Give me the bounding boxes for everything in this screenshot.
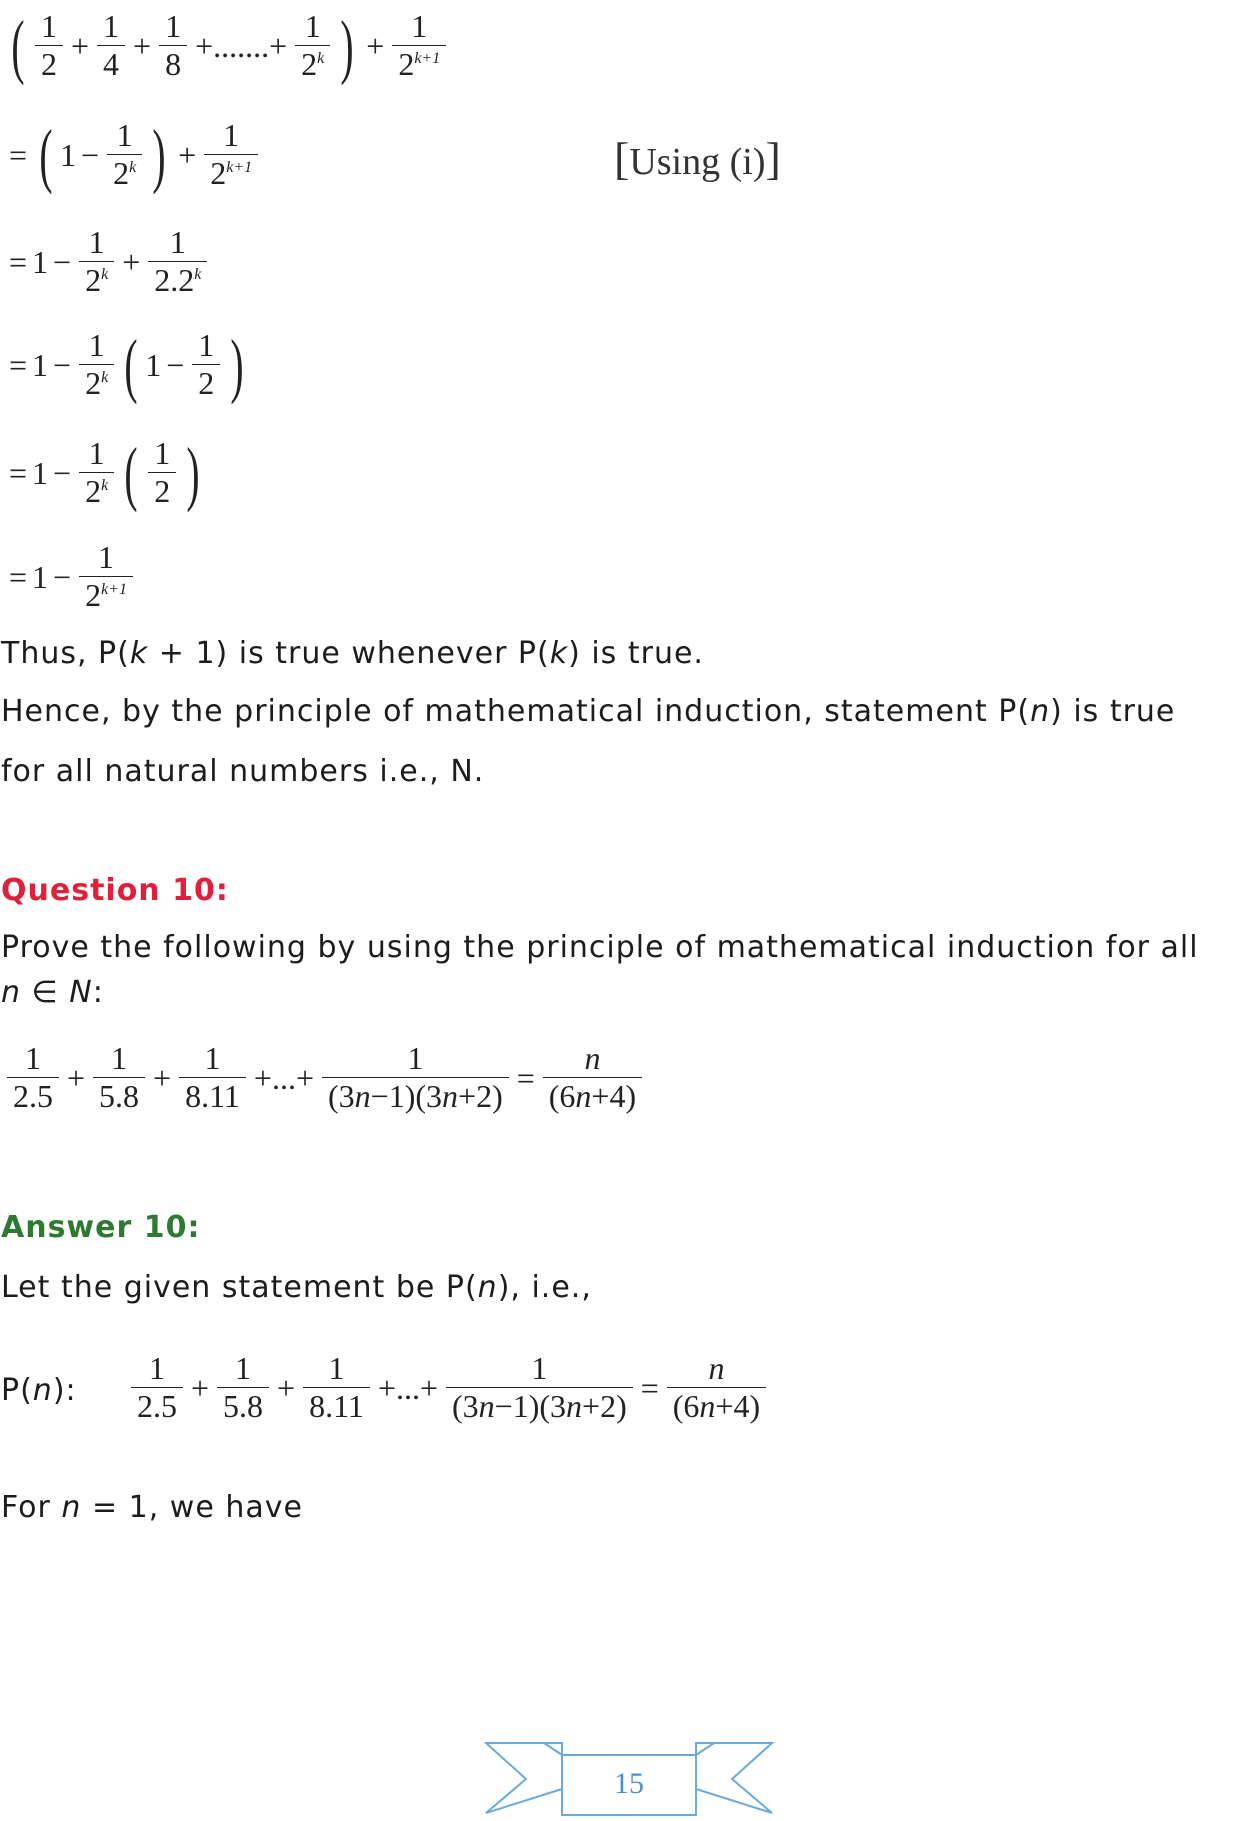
math-line-sum: ( $\frac{1}{2}$ + $\frac{1}{4}$ + $\frac{1}{8}$ +.......+ $\frac{1}{2^k}$ ) + $\frac{1}{2^{k+1}}$: [4, 0, 449, 92]
question-heading: Question 10:: [1, 873, 229, 908]
answer-line-last: For n = 1, we have: [1, 1490, 303, 1525]
conclusion-line-1: Thus, P(k + 1) is true whenever P(k) is true.: [1, 636, 704, 671]
ellipsis: +.......+: [195, 27, 288, 64]
math-line-using-i: = ( 1 − $\frac{1}{2^k}$ ) + $\frac{1}{2^{k+1}}$: [4, 110, 261, 200]
math-line-expand: = 1 − $\frac{1}{2^k}$ + $\frac{1}{2.2^k}$: [4, 218, 210, 306]
page-number-badge: [484, 1735, 774, 1817]
page-number: 15: [614, 1767, 644, 1800]
math-line-result: = 1 − $\frac{1}{2^{k+1}}$: [4, 532, 136, 622]
math-line-factor: = 1 − $\frac{1}{2^k}$ ( 1 − $\frac{1}{2}$ ): [9, 324, 244, 405]
question-text-line-2: n ∈ N:: [1, 975, 104, 1010]
statement-label: P(n):: [1, 1373, 77, 1408]
conclusion-line-2: Hence, by the principle of mathematical induction, statement P(n) is true: [1, 694, 1176, 729]
conclusion-line-3: for all natural numbers i.e., N.: [1, 754, 485, 789]
answer-formula: $\frac{1}{2.5}$ + $\frac{1}{5.8}$ + $\frac{1}{8.11}$ +...+ $\frac{1}{(3n-1)(3n+2)}$ = $\frac{n}{(6n+4)}$: [128, 1340, 769, 1436]
answer-line-1: Let the given statement be P(n), i.e.,: [1, 1270, 592, 1305]
using-label: Using (i): [629, 141, 766, 183]
math-line-half: = 1 − $\frac{1}{2^k}$ ( $\frac{1}{2}$ ): [9, 432, 200, 513]
question-formula: $\frac{1}{2.5}$ + $\frac{1}{5.8}$ + $\frac{1}{8.11}$ +...+ $\frac{1}{(3n-1)(3n+2)}$ = $\frac{n}{(6n+4)}$: [4, 1030, 645, 1126]
question-text-line-1: Prove the following by using the principle of mathematical induction for all: [1, 930, 1199, 965]
answer-heading: Answer 10:: [1, 1210, 201, 1245]
using-reference: [Using (i)]: [614, 133, 781, 184]
plus-sign: +: [366, 27, 385, 64]
